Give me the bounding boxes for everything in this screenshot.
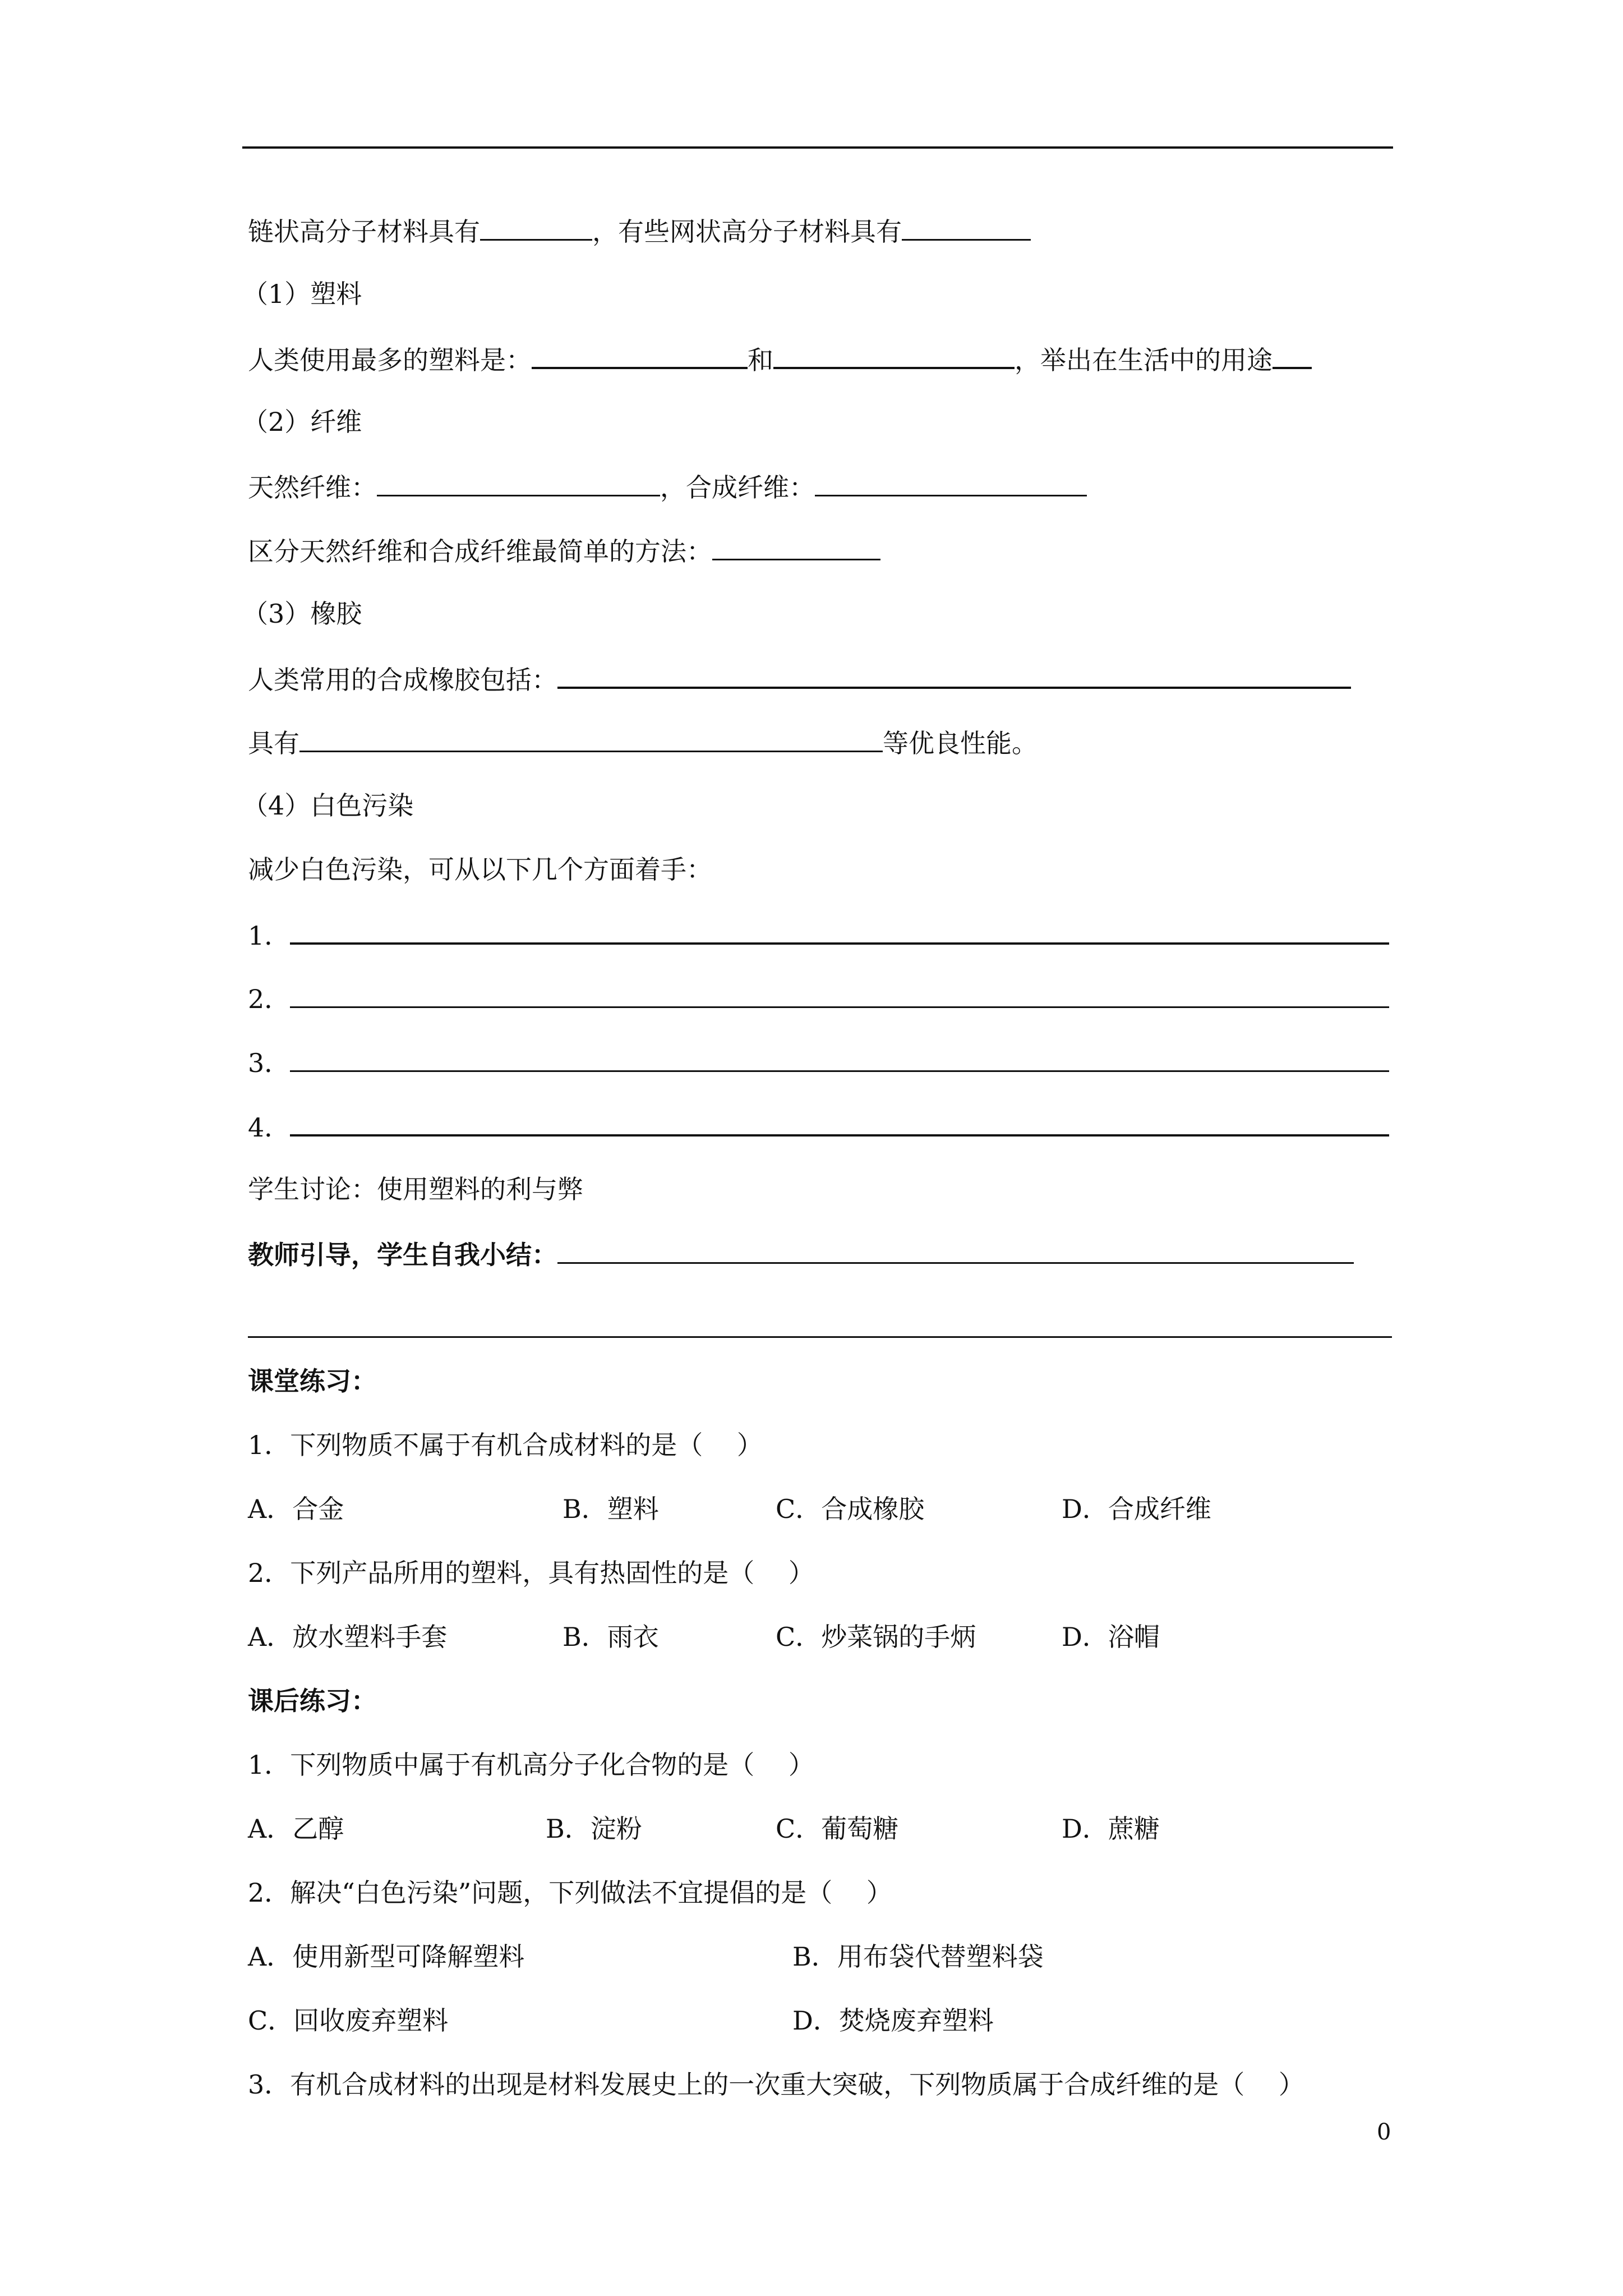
sentence-distinguish xyxy=(248,533,880,568)
text-segment: 天然纤维： xyxy=(248,472,377,503)
item-number: 2． xyxy=(248,984,291,1014)
sentence-fibers xyxy=(248,469,1087,504)
fill-blank[interactable] xyxy=(902,213,1031,241)
fill-blank[interactable] xyxy=(290,1045,1389,1072)
option[interactable]: B．雨衣 xyxy=(562,1622,659,1652)
heading-plastics: （1）塑料 xyxy=(242,279,362,309)
text-segment: ，合成纤维： xyxy=(660,472,815,503)
heading-fiber: （2）纤维 xyxy=(242,407,362,437)
question: 2．下列产品所用的塑料，具有热固性的是（ ） xyxy=(248,1558,814,1588)
text-segment: ，举出在生活中的用途 xyxy=(1015,345,1272,375)
fill-blank[interactable] xyxy=(557,661,1351,689)
header-rule xyxy=(242,146,1393,149)
option[interactable]: D．浴帽 xyxy=(1062,1622,1160,1652)
question: 2．解决“白色污染”问题，下列做法不宜提倡的是（ ） xyxy=(248,1878,892,1908)
fill-blank[interactable] xyxy=(377,469,660,496)
page-number: 0 xyxy=(1377,2119,1391,2145)
sentence-rubber xyxy=(248,661,1351,697)
option[interactable]: D．焚烧废弃塑料 xyxy=(792,2005,994,2036)
list-item xyxy=(248,1108,1389,1144)
fill-blank[interactable] xyxy=(299,725,883,752)
sentence-chain-polymer xyxy=(248,213,1031,249)
fill-blank[interactable] xyxy=(290,981,1389,1008)
question: 3．有机合成材料的出现是材料发展史上的一次重大突破，下列物质属于合成纤维的是（ ） xyxy=(248,2069,1304,2100)
text-segment: 和 xyxy=(748,345,773,375)
list-item xyxy=(248,1045,1389,1080)
fill-blank[interactable] xyxy=(532,341,748,369)
teacher-summary xyxy=(248,1236,1354,1272)
summary-extra-line[interactable] xyxy=(248,1336,1392,1338)
text-segment: 人类常用的合成橡胶包括： xyxy=(248,665,557,695)
fill-blank[interactable] xyxy=(815,469,1087,496)
option[interactable]: B．塑料 xyxy=(562,1494,659,1524)
heading-rubber: （3）橡胶 xyxy=(242,599,362,629)
fill-blank[interactable] xyxy=(773,341,1015,369)
item-number: 1． xyxy=(248,921,291,951)
text-segment: 等优良性能。 xyxy=(883,728,1038,758)
heading-white-pollution: （4）白色污染 xyxy=(242,790,414,821)
text-segment: 区分天然纤维和合成纤维最简单的方法： xyxy=(248,536,712,567)
after-exercise-title: 课后练习： xyxy=(248,1686,377,1716)
text-segment: ，有些网状高分子材料具有 xyxy=(592,217,902,247)
item-number: 3． xyxy=(248,1048,291,1078)
fill-blank[interactable] xyxy=(290,1108,1389,1137)
fill-blank[interactable] xyxy=(1272,341,1312,369)
question: 1．下列物质中属于有机高分子化合物的是（ ） xyxy=(248,1750,814,1780)
list-item xyxy=(248,981,1389,1016)
option[interactable]: C．炒菜锅的手炳 xyxy=(776,1622,976,1652)
option[interactable]: C．葡萄糖 xyxy=(776,1814,899,1844)
text-segment: 具有 xyxy=(248,728,299,758)
fill-blank[interactable] xyxy=(480,213,592,241)
list-item xyxy=(248,917,1389,953)
option[interactable]: B．淀粉 xyxy=(546,1814,642,1844)
question: 1．下列物质不属于有机合成材料的是（ ） xyxy=(248,1430,763,1460)
text-segment: 人类使用最多的塑料是： xyxy=(248,345,532,375)
sentence-reduce: 减少白色污染，可从以下几个方面着手： xyxy=(248,854,712,885)
option[interactable]: B．用布袋代替塑料袋 xyxy=(792,1941,1044,1972)
option[interactable]: A．放水塑料手套 xyxy=(248,1622,448,1652)
fill-blank[interactable] xyxy=(712,533,880,560)
option[interactable]: A．乙醇 xyxy=(248,1814,344,1844)
text-segment: 链状高分子材料具有 xyxy=(248,217,480,247)
fill-blank[interactable] xyxy=(557,1236,1354,1264)
option[interactable]: D．合成纤维 xyxy=(1062,1494,1211,1524)
class-exercise-title: 课堂练习： xyxy=(248,1366,377,1396)
option[interactable]: D．蔗糖 xyxy=(1062,1814,1160,1844)
sentence-plastics xyxy=(248,341,1312,377)
student-discussion: 学生讨论：使用塑料的利与弊 xyxy=(248,1174,583,1204)
item-number: 4． xyxy=(248,1112,291,1143)
text-segment: 教师引导，学生自我小结： xyxy=(248,1240,557,1270)
sentence-properties xyxy=(248,725,1038,760)
fill-blank[interactable] xyxy=(290,917,1389,945)
option[interactable]: A．使用新型可降解塑料 xyxy=(248,1941,525,1972)
option[interactable]: C．合成橡胶 xyxy=(776,1494,925,1524)
option[interactable]: A．合金 xyxy=(248,1494,344,1524)
option[interactable]: C．回收废弃塑料 xyxy=(248,2005,449,2036)
